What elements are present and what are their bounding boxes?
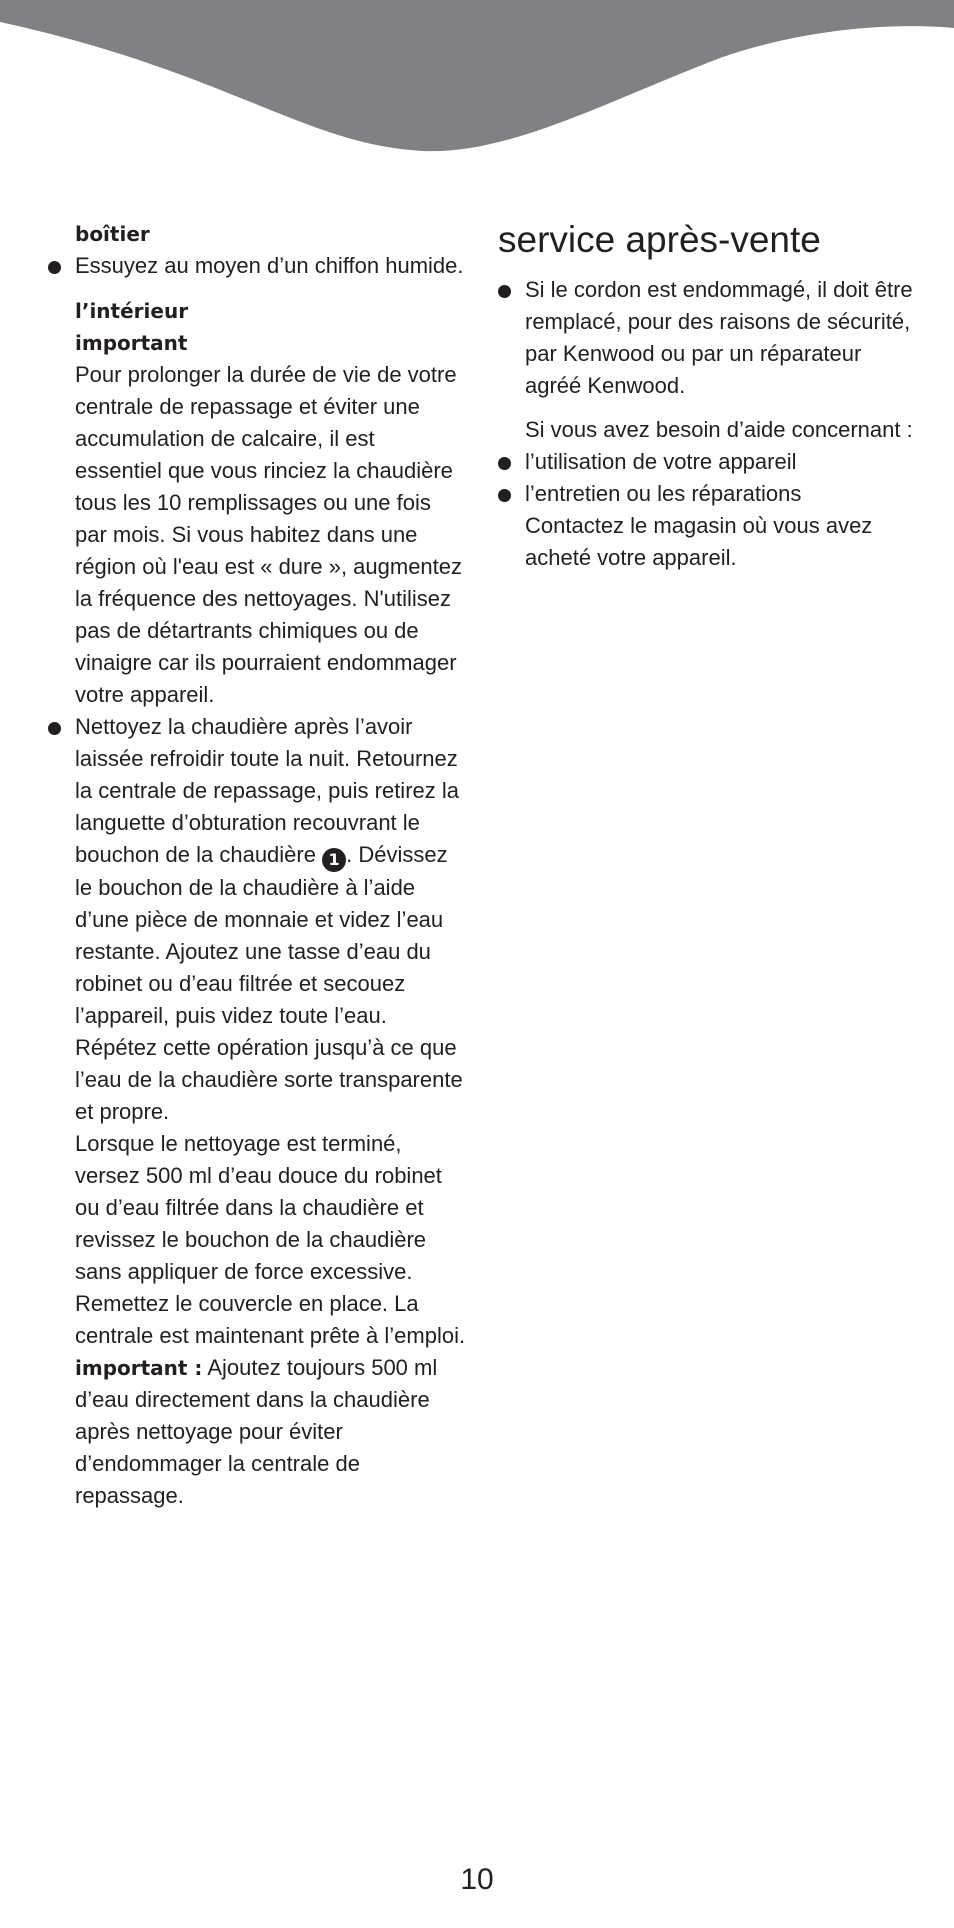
right-column xyxy=(496,218,916,574)
help-item-repair: l’entretien ou les réparations xyxy=(496,478,916,510)
contact-text: Contactez le magasin où vous avez acheté votre appareil. xyxy=(525,513,873,570)
final-important-text: Ajoutez toujours 500 ml d’eau directement dans la chaudière après nettoyage pour éviter d’endommager la centrale de repassage. xyxy=(75,1355,438,1508)
cord-bullet: Si le cordon est endommagé, il doit être remplacé, pour des raisons de sécurité, par Kenwood ou par un réparateur agréé Kenwood. xyxy=(496,274,916,402)
boitier-heading: boîtier xyxy=(75,222,150,246)
important-paragraph: Pour prolonger la durée de vie de votre centrale de repassage et éviter une accumulation de calcaire, il est essentiel que vous rinciez la chaudière tous les 10 remplissages ou une fois par mois. Si vous habitez dans une région où l'eau est « dure », augmentez la fréquence des nettoyages. N'utilisez pas de détartrants chimiques ou de vinaigre car ils pourraient endommager votre appareil. xyxy=(75,362,463,707)
important-heading: important xyxy=(75,331,188,355)
header-wave-band xyxy=(0,0,954,160)
final-important-label: important : xyxy=(75,1356,203,1380)
boitier-bullet: Essuyez au moyen d’un chiffon humide. xyxy=(46,250,466,282)
page-number: 10 xyxy=(460,1863,494,1896)
interieur-heading: l’intérieur xyxy=(75,299,189,323)
help-item-usage: l’utilisation de votre appareil xyxy=(496,446,916,478)
clean-bullet xyxy=(46,711,466,1128)
figure-reference-badge: 1 xyxy=(322,848,346,872)
help-intro: Si vous avez besoin d’aide concernant : xyxy=(525,417,913,442)
service-section-title: service après-vente xyxy=(498,219,821,260)
clean-bullet-text-start: Nettoyez la chaudière après l’avoir laissée refroidir toute la nuit. Retournez la centrale de repassage, puis retirez la languette d’obturation recouvrant le bouchon de la chaudière xyxy=(75,714,459,867)
finish-paragraph: Lorsque le nettoyage est terminé, versez 500 ml d’eau douce du robinet ou d’eau filtrée dans la chaudière et revissez le bouchon de la chaudière sans appliquer de force excessive. Remettez le couvercle en place. La centrale est maintenant prête à l’emploi. xyxy=(75,1131,466,1348)
header-wave-shape xyxy=(0,0,954,151)
left-column xyxy=(46,218,466,1512)
final-important-paragraph xyxy=(46,1352,466,1512)
clean-bullet-text-end: . Dévissez le bouchon de la chaudière à l’aide d’une pièce de monnaie et videz l’eau restante. Ajoutez une tasse d’eau du robinet ou d’eau filtrée et secouez l’appareil, puis videz toute l’eau. Répétez cette opération jusqu’à ce que l’eau de la chaudière sorte transparente et propre. xyxy=(75,842,463,1124)
